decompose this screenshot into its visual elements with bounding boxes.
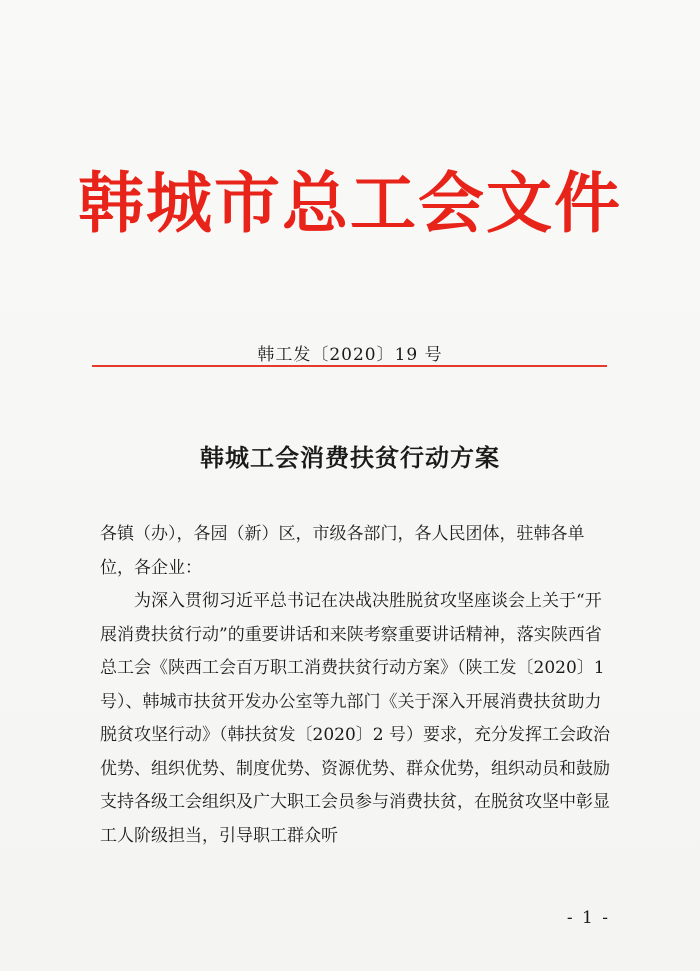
document-title: 韩城工会消费扶贫行动方案 <box>200 443 500 472</box>
salutation: 各镇（办），各园（新）区，市级各部门，各人民团体，驻韩各单位，各企业： <box>100 524 585 578</box>
paragraph-1: 为深入贯彻习近平总书记在决战决胜脱贫攻坚座谈会上关于“开展消费扶贫行动”的重要讲话和来陕考察重要讲话精神，落实陕西省总工会《陕西工会百万职工消费扶贫行动方案》（陕工发〔2020〕1 号）、韩城市扶贫开发办公室等九部门《关于深入开展消费扶贫助力脱贫攻坚行动》（韩扶贫发〔2020〕2 号）要求，充分发挥工会政治优势、组织优势、制度优势、资源优势、群众优势，组织动员和鼓励支持各级工会组织及广大职工会员参与消费扶贫，在脱贫攻坚中彰显工人阶级担当，引导职工群众听 <box>100 591 610 846</box>
red-divider-line <box>92 365 607 367</box>
page-number: - 1 - <box>566 908 610 928</box>
document-body <box>100 518 618 853</box>
bleed-through-text <box>100 128 620 146</box>
document-number: 韩工发〔2020〕19 号 <box>257 345 443 365</box>
header-title: 韩城市总工会文件 <box>78 164 622 242</box>
